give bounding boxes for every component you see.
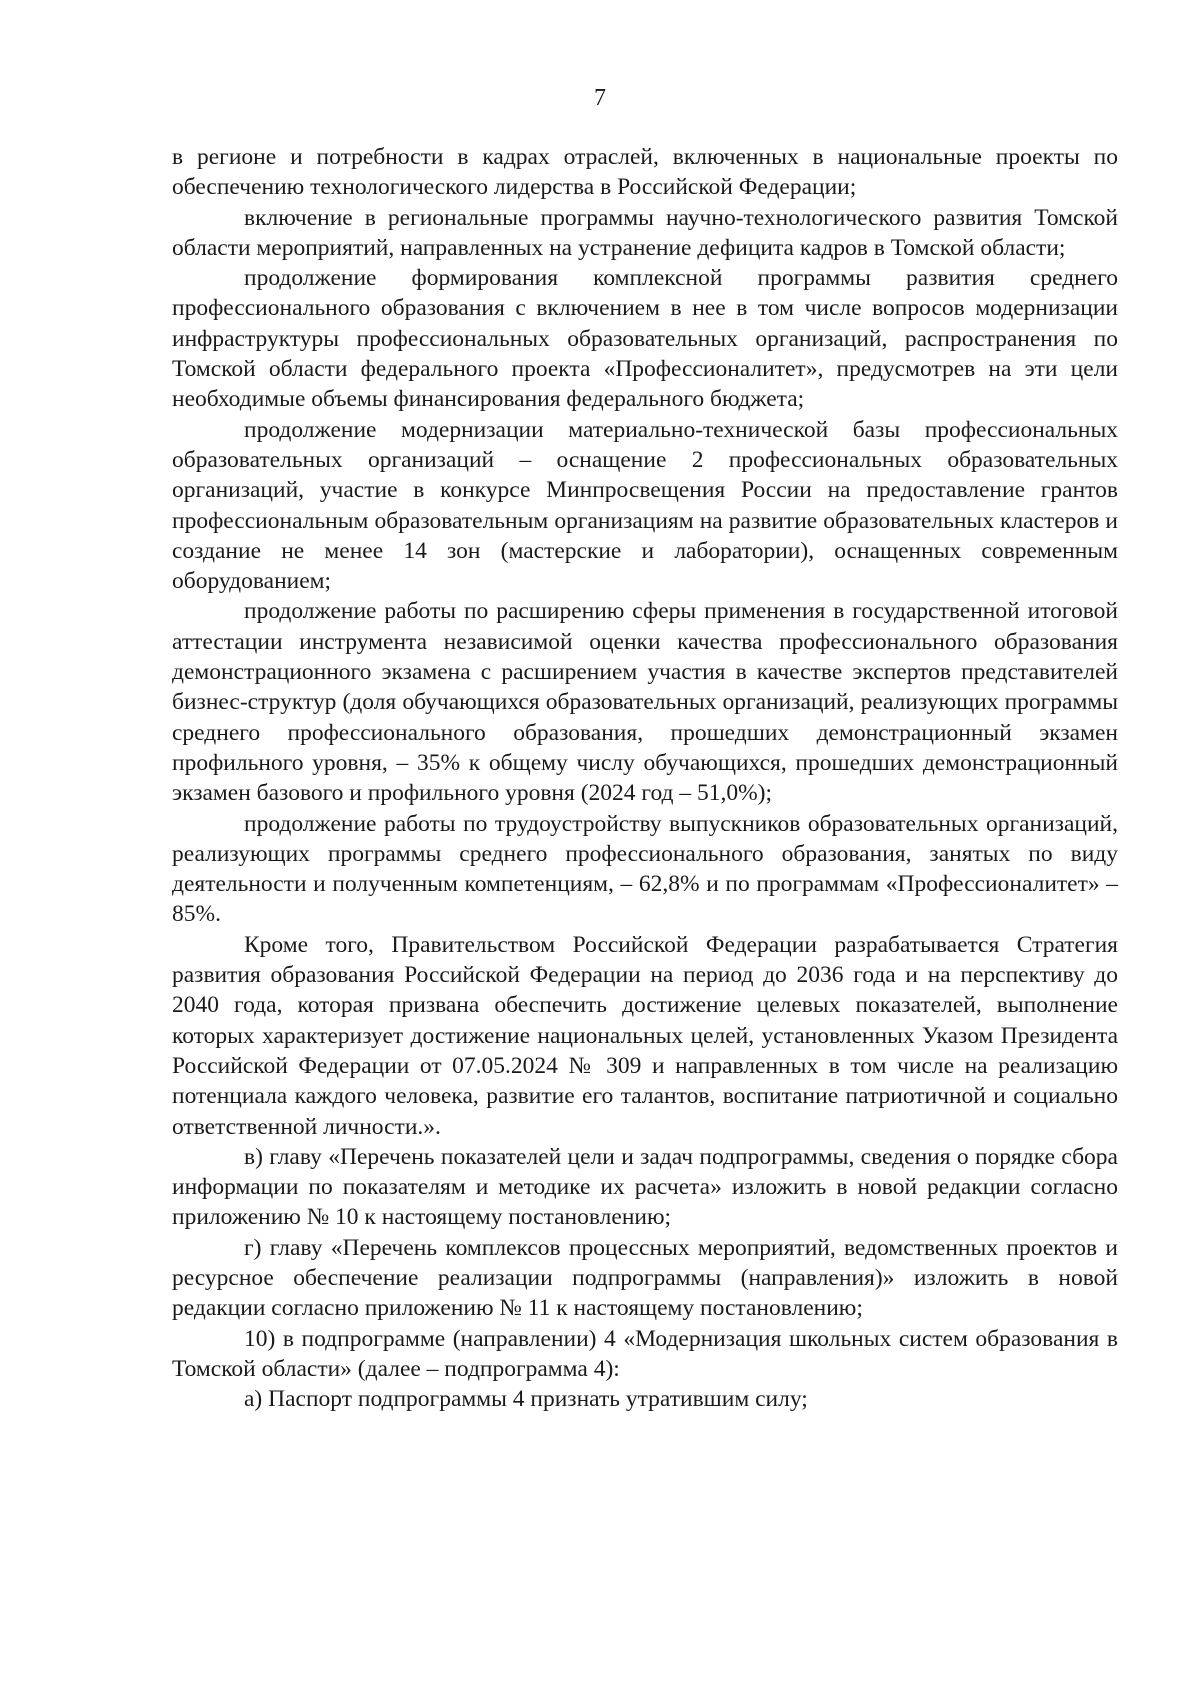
paragraph-modernization: продолжение модернизации материально-технической базы профессиональных образовательных организаций – оснащение 2 профессиональных образовательных организаций, участие в конкурсе Минпросвещения России на предоставление грантов профессиональным образовательным организациям на развитие образовательных кластеров и создание не менее 14 зон (мастерские и лаборатории), оснащенных современным оборудованием; xyxy=(172,416,1118,595)
document-body xyxy=(172,142,1118,1414)
paragraph-strategy: Кроме того, Правительством Российской Федерации разрабатывается Стратегия развития образования Российской Федерации на период до 2036 года и на перспективу до 2040 года, которая призвана обеспечить достижение целевых показателей, выполнение которых характеризует достижение национальных целей, установленных Указом Президента Российской Федерации от 07.05.2024 № 309 и направленных в том числе на реализацию потенциала каждого человека, развитие его талантов, воспитание патриотичной и социально ответственной личности.». xyxy=(172,931,1118,1140)
paragraph-item-g: г) главу «Перечень комплексов процессных мероприятий, ведомственных проектов и ресурсное обеспечение реализации подпрограммы (направления)» изложить в новой редакции согласно приложению № 11 к настоящему постановлению; xyxy=(172,1234,1118,1322)
paragraph-employment: продолжение работы по трудоустройству выпускников образовательных организаций, реализующих программы среднего профессионального образования, занятых по виду деятельности и полученным компетенциям, – 62,8% и по программам «Профессионалитет» – 85%. xyxy=(172,810,1118,928)
paragraph-regional-programs: включение в региональные программы научно-технологического развития Томской области мероприятий, направленных на устранение дефицита кадров в Томской области; xyxy=(172,204,1118,261)
paragraph-item-a: а) Паспорт подпрограммы 4 признать утратившим силу; xyxy=(244,1386,808,1413)
paragraph-item-v: в) главу «Перечень показателей цели и задач подпрограммы, сведения о порядке сбора информации по показателям и методике их расчета» изложить в новой редакции согласно приложению № 10 к настоящему постановлению; xyxy=(172,1143,1118,1231)
paragraph-spo-program: продолжение формирования комплексной программы развития среднего профессионального образования с включением в нее в том числе вопросов модернизации инфраструктуры профессиональных образовательных организаций, распространения по Томской области федерального проекта «Профессионалитет», предусмотрев на эти цели необходимые объемы финансирования федерального бюджета; xyxy=(172,265,1118,413)
page-number: 7 xyxy=(594,85,606,111)
paragraph-item-10: 10) в подпрограмме (направлении) 4 «Модернизация школьных систем образования в Томской области» (далее – подпрограмма 4): xyxy=(172,1325,1118,1382)
paragraph-attestation: продолжение работы по расширению сферы применения в государственной итоговой аттестации инструмента независимой оценки качества профессионального образования демонстрационного экзамена с расширением участия в качестве экспертов представителей бизнес-структур (доля обучающихся образовательных организаций, реализующих программы среднего профессионального образования, прошедших демонстрационный экзамен профильного уровня, – 35% к общему числу обучающихся, прошедших демонстрационный экзамен базового и профильного уровня (2024 год – 51,0%); xyxy=(172,598,1118,807)
paragraph-continuation: в регионе и потребности в кадрах отраслей, включенных в национальные проекты по обеспечению технологического лидерства в Российской Федерации; xyxy=(172,144,1118,201)
